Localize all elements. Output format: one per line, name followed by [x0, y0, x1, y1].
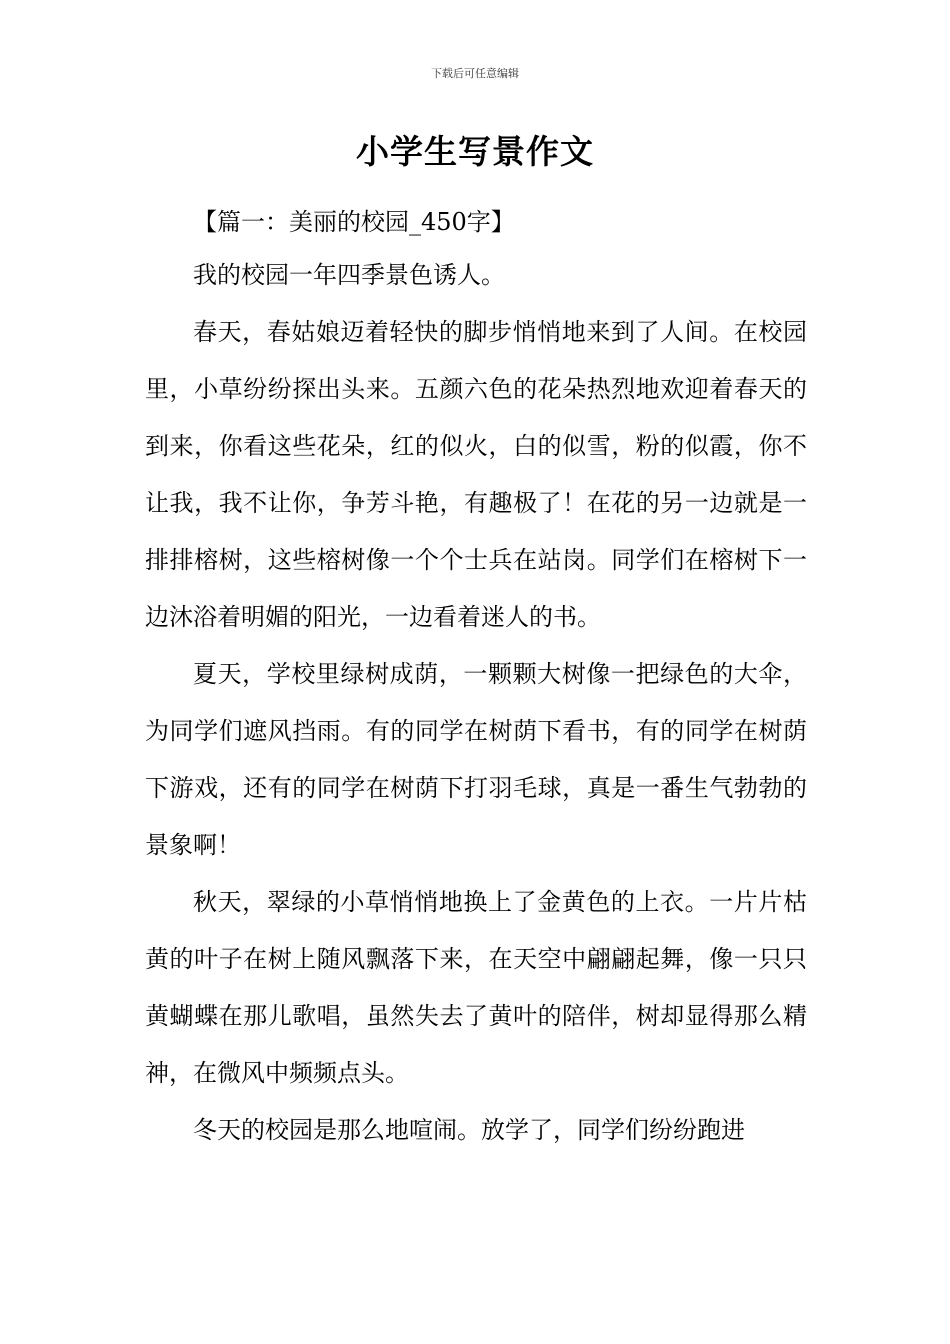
- paragraph-spring: 春天，春姑娘迈着轻快的脚步悄悄地来到了人间。在校园里，小草纷纷探出头来。五颜六色的花朵热烈地欢迎着春天的到来，你看这些花朵，红的似火，白的似雪，粉的似霞，你不让我，我不让你，争芳斗艳，有趣极了！在花的另一边就是一排排榕树，这些榕树像一个个士兵在站岗。同学们在榕树下一边沐浴着明媚的阳光，一边看着迷人的书。: [145, 318, 807, 631]
- paragraph-winter: 冬天的校园是那么地喧闹。放学了，同学们纷纷跑进: [193, 1116, 745, 1144]
- paragraph-intro: 我的校园一年四季景色诱人。: [193, 261, 505, 289]
- paragraph-summer: 夏天，学校里绿树成荫，一颗颗大树像一把绿色的大伞，为同学们遮风挡雨。有的同学在树荫下看书，有的同学在树荫下游戏，还有的同学在树荫下打羽毛球，真是一番生气勃勃的景象啊！: [145, 660, 807, 859]
- header-note: 下载后可任意编辑: [431, 67, 519, 80]
- document-title: 小学生写景作文: [356, 132, 594, 171]
- paragraph-autumn: 秋天，翠绿的小草悄悄地换上了金黄色的上衣。一片片枯黄的叶子在树上随风飘落下来，在天空中翩翩起舞，像一只只黄蝴蝶在那儿歌唱，虽然失去了黄叶的陪伴，树却显得那么精神，在微风中频频点头。: [145, 888, 807, 1087]
- section-heading: 【篇一：美丽的校园_450字】: [193, 208, 515, 236]
- document-body: [145, 198, 807, 1159]
